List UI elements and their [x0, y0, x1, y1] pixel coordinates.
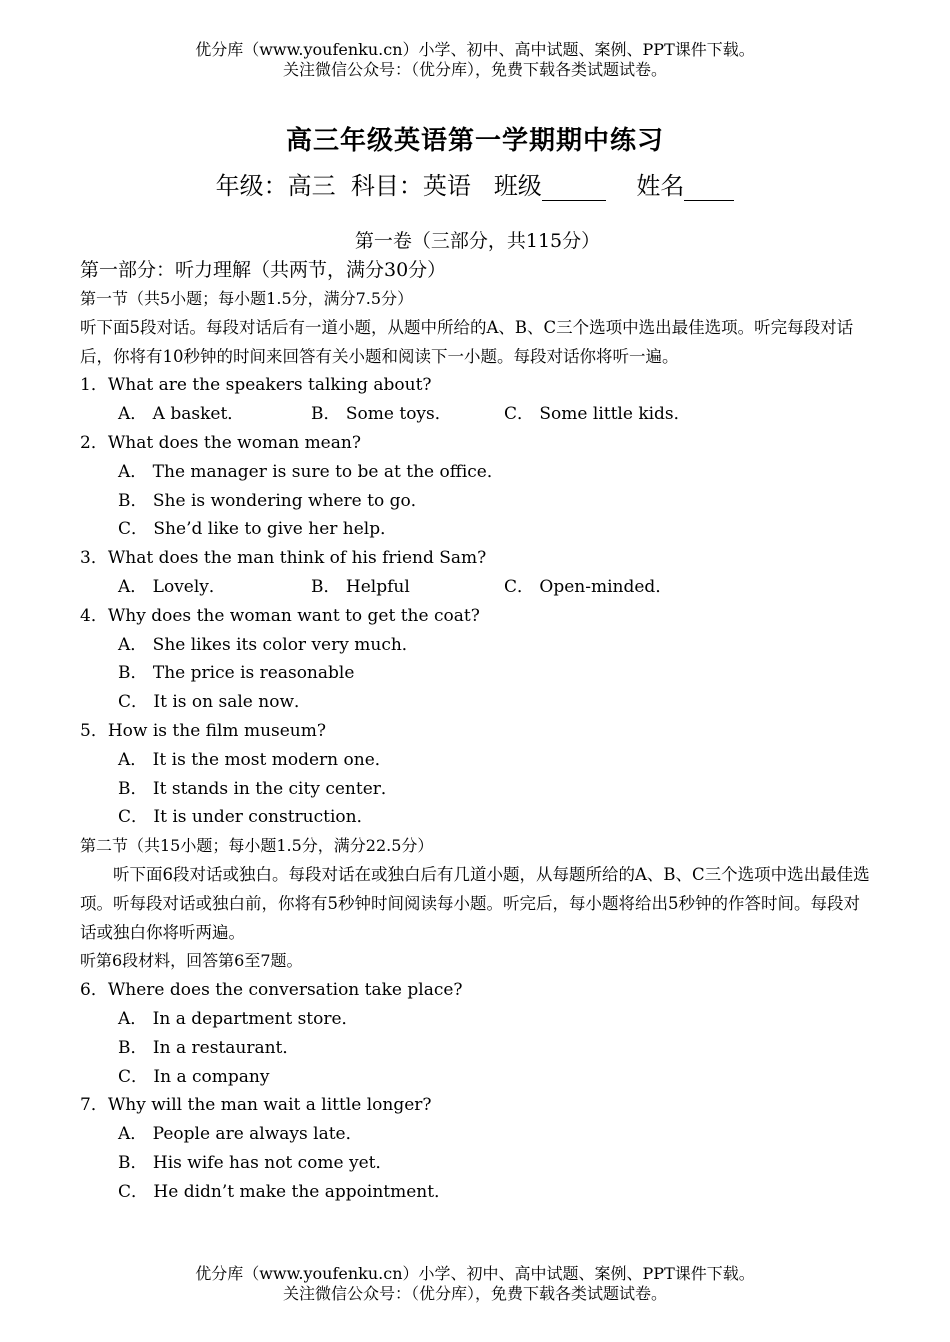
question-text: What does the man think of his friend Sam? — [107, 548, 487, 569]
question-number: 1． — [80, 375, 108, 396]
question-number: 6． — [80, 980, 108, 1001]
section1-instructions: 听下面5段对话。每段对话后有一道小题，从题中所给的A、B、C三个选项中选出最佳选项。听完每段对话后，你将有10秒钟的时间来回答有关小题和阅读下一小题。每段对话你将听一遍。 — [80, 317, 854, 366]
question-4 — [80, 602, 875, 717]
option-b[interactable]: B． In a restaurant． — [118, 1037, 300, 1058]
header-line-1: 优分库（www.youfenku.cn）小学、初中、高中试题、案例、PPT课件下载。 — [195, 40, 755, 59]
question-text: How is the film museum? — [107, 720, 326, 741]
exam-body — [80, 226, 875, 1207]
option-b[interactable]: B． Helpful — [311, 576, 410, 597]
page-header — [0, 40, 950, 80]
option-c[interactable]: C． She’d like to give her help． — [118, 519, 398, 540]
footer-line-1: 优分库（www.youfenku.cn）小学、初中、高中试题、案例、PPT课件下载。 — [195, 1264, 755, 1283]
question-text: Why does the woman want to get the coat? — [107, 605, 480, 626]
footer-line-2: 关注微信公众号：（优分库），免费下载各类试题试卷。 — [282, 1284, 667, 1303]
question-3 — [80, 544, 875, 602]
name-label: 姓名 — [636, 172, 685, 200]
header-line-2: 关注微信公众号：（优分库），免费下载各类试题试卷。 — [282, 60, 667, 79]
option-c[interactable]: C． It is on sale now． — [118, 692, 312, 713]
question-number: 7． — [80, 1095, 108, 1116]
option-a[interactable]: A． People are always late． — [118, 1124, 363, 1145]
question-6 — [80, 976, 875, 1091]
option-a[interactable]: A． A basket． — [118, 404, 245, 425]
question-5 — [80, 717, 875, 832]
option-c[interactable]: C． Some little kids． — [504, 404, 691, 425]
option-a[interactable]: A． The manager is sure to be at the office． — [118, 461, 504, 482]
option-b[interactable]: B． The price is reasonable — [118, 663, 355, 684]
question-text: Why will the man wait a little longer? — [107, 1095, 432, 1116]
option-a[interactable]: A． Lovely． — [118, 576, 226, 597]
grade-label: 年级：高三 — [215, 172, 336, 200]
option-b[interactable]: B． Some toys． — [311, 404, 452, 425]
name-blank[interactable] — [684, 178, 734, 201]
exam-title: 高三年级英语第一学期期中练习 — [285, 126, 664, 156]
section1-heading: 第一节（共5小题；每小题1.5分，满分7.5分） — [80, 289, 414, 308]
question-text: What does the woman mean? — [107, 432, 361, 453]
option-b[interactable]: B． His wife has not come yet． — [118, 1152, 393, 1173]
option-b[interactable]: B． She is wondering where to go． — [118, 490, 428, 511]
question-7 — [80, 1091, 875, 1206]
option-c[interactable]: C． It is under construction． — [118, 807, 374, 828]
volume-heading: 第一卷（三部分，共115分） — [354, 230, 601, 252]
option-a[interactable]: A． In a department store． — [118, 1008, 359, 1029]
part1-heading: 第一部分：听力理解（共两节，满分30分） — [80, 259, 447, 281]
question-number: 2． — [80, 432, 108, 453]
question-2 — [80, 429, 875, 544]
question-1 — [80, 371, 875, 429]
option-a[interactable]: A． She likes its color very much． — [118, 634, 419, 655]
option-c[interactable]: C． He didn’t make the appointment． — [118, 1181, 452, 1202]
question-number: 4． — [80, 605, 108, 626]
material-instruction: 听第6段材料，回答第6至7题。 — [80, 951, 303, 971]
subject-label: 科目：英语 — [350, 172, 471, 200]
option-c[interactable]: C． Open-minded． — [504, 576, 673, 597]
question-text: What are the speakers talking about? — [107, 375, 432, 396]
page-footer — [0, 1264, 950, 1304]
question-number: 5． — [80, 720, 108, 741]
section2-heading: 第二节（共15小题；每小题1.5分，满分22.5分） — [80, 836, 434, 856]
option-c[interactable]: C． In a company — [118, 1066, 270, 1087]
question-text: Where does the conversation take place? — [107, 980, 463, 1001]
option-a[interactable]: A． It is the most modern one． — [118, 749, 392, 770]
question-number: 3． — [80, 548, 108, 569]
exam-info — [0, 166, 950, 201]
option-b[interactable]: B． It stands in the city center． — [118, 778, 398, 799]
section2-instructions: 听下面6段对话或独白。每段对话在或独白后有几道小题，从每题所给的A、B、C三个选项中选出最佳选项。听每段对话或独白前，你将有5秒钟时间阅读每小题。听完后，每小题将给出5秒钟的作答时间。每段对话或独白你将听两遍。 — [80, 864, 870, 942]
class-label: 班级 — [493, 172, 542, 200]
class-blank[interactable] — [542, 178, 606, 201]
